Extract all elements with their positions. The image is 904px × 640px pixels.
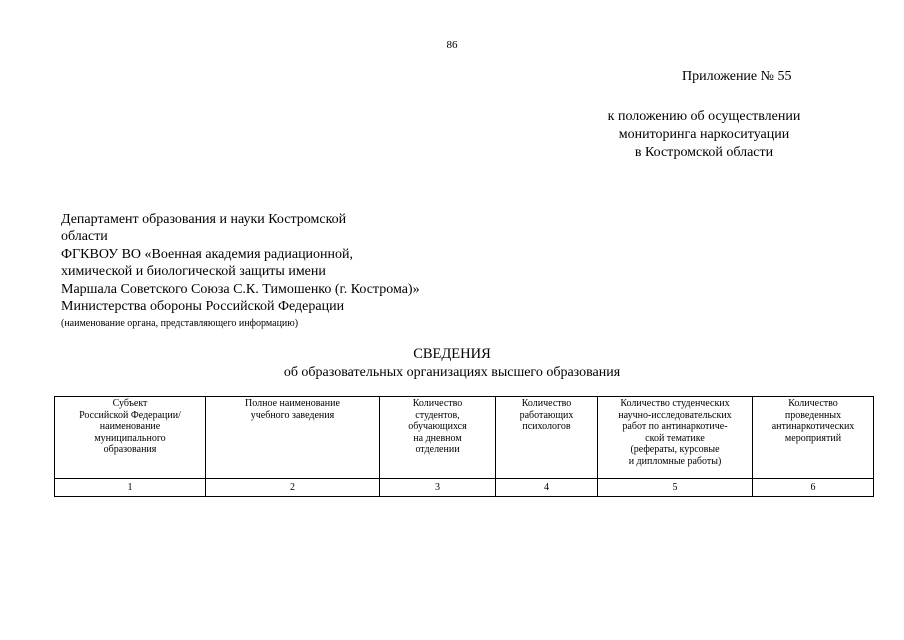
appendix-subtitle [590,108,818,162]
header-line: антинаркотических [771,421,855,433]
page-number: 86 [446,39,458,51]
column-number-cell: 5 [598,479,753,497]
header-line: психологов [522,421,571,433]
appendix-subtitle-line: к положению об осуществлении [607,109,801,124]
column-number-cell: 6 [753,479,874,497]
header-line: Субъект [112,398,148,409]
column-number-cell: 3 [380,479,496,497]
header-line: муниципального [94,432,166,444]
column-number-cell: 2 [206,479,380,497]
table-header-row [55,397,874,479]
header-line: Количество [788,398,838,409]
organization-caption: (наименование органа, представляющего информацию) [61,318,299,329]
organization-name-line: Министерства обороны Российской Федерации [61,299,345,315]
header-line: на дневном [413,432,462,444]
appendix-title: Приложение № 55 [682,69,792,84]
document-subtitle: об образовательных организациях высшего образования [283,365,621,380]
header-line: и дипломные работы) [628,455,722,467]
header-line: проведенных [784,409,842,421]
header-line: наименование [99,421,161,433]
organization-name-line: области [61,229,108,245]
header-line: отделении [415,444,460,456]
header-line: Количество студенческих [620,398,730,409]
organization-name-line: Маршала Советского Союза С.К. Тимошенко (г. Кострома)» [61,281,420,297]
table-header-cell [380,397,496,479]
column-number-cell: 1 [55,479,206,497]
header-line: ской тематике [645,432,705,444]
table-row [55,479,874,497]
header-line: научно-исследовательских [618,409,732,421]
organization-name-line: ФГКВОУ ВО «Военная академия радиационной, [61,246,354,262]
header-line: Количество [412,398,463,409]
header-line: студентов, [415,409,460,421]
organization-name-line: химической и биологической защиты имени [61,264,326,280]
data-table [54,396,874,497]
table-header-cell [206,397,380,479]
appendix-subtitle-line: мониторинга наркоситуации [618,127,790,142]
document-title: СВЕДЕНИЯ [413,346,491,362]
appendix-subtitle-line: в Костромской области [634,145,774,160]
header-line: работающих [519,409,574,421]
table-header-cell [496,397,598,479]
header-line: Российской Федерации/ [79,409,181,421]
table-header-cell [55,397,206,479]
organization-name-line: Департамент образования и науки Костромской [61,212,347,227]
header-line: Полное наименование [245,398,340,409]
header-line: мероприятий [784,432,842,444]
header-line: Количество [521,398,572,409]
header-line: (рефераты, курсовые [630,444,720,456]
header-line: работ по антинаркотиче- [622,421,728,433]
table-header-cell [598,397,753,479]
table-header-cell [753,397,874,479]
header-line: образования [103,444,157,456]
organization-name [61,211,420,315]
header-line: обучающихся [408,421,467,433]
header-line: учебного заведения [250,409,335,421]
column-number-cell: 4 [496,479,598,497]
